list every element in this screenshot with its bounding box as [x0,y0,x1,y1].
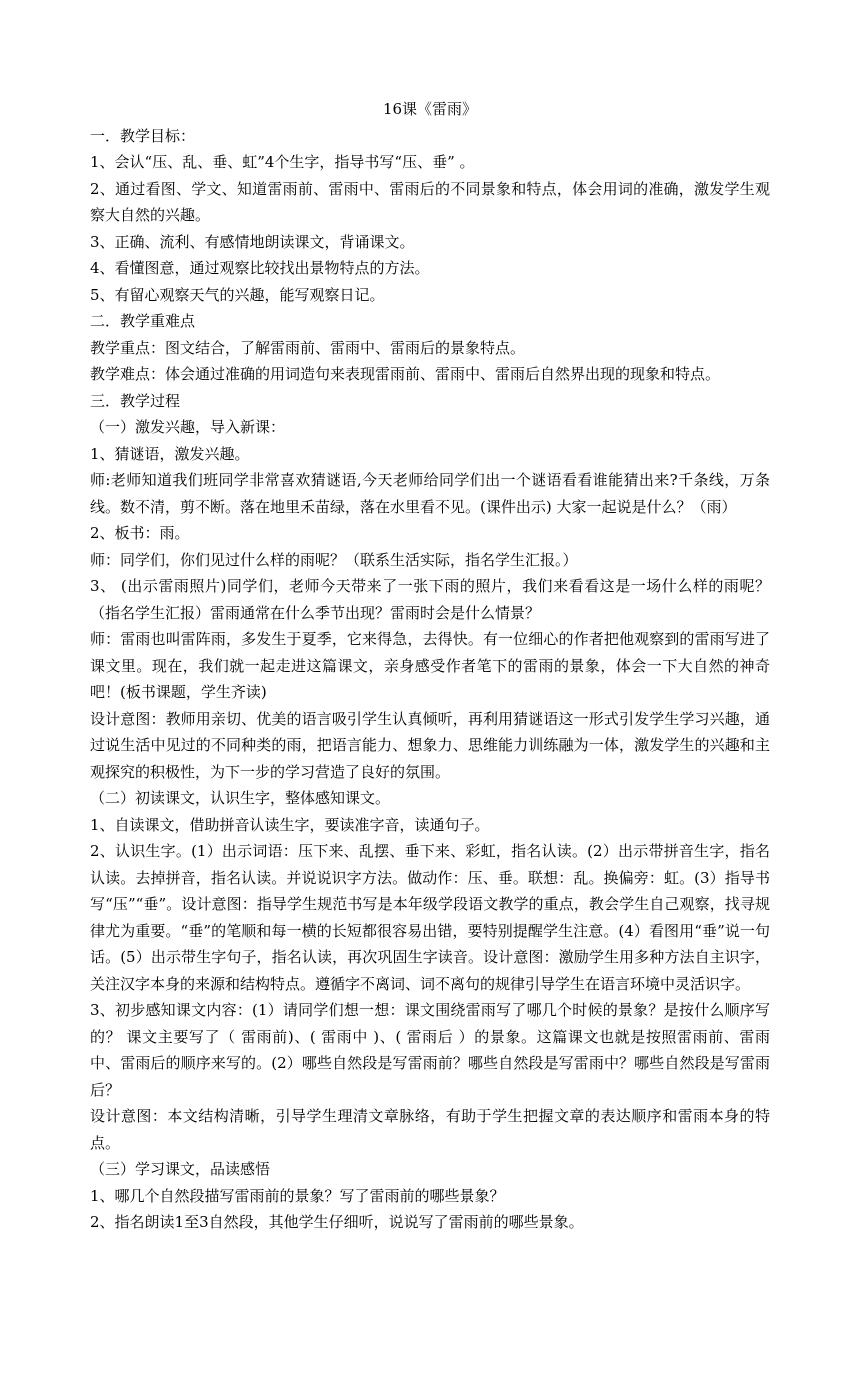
paragraph: 二．教学重难点 [90,312,196,330]
paragraph: 2、板书：雨。 [90,524,190,542]
paragraph: 一．教学目标： [90,126,196,145]
paragraph: 2、指名朗读1至3自然段，其他学生仔细听，说说写了雷雨前的哪些景象。 [90,1213,584,1231]
paragraph: 3、 (出示雷雨照片)同学们，老师今天带来了一张下雨的照片，我们来看看这是一场什么样的雨呢？（指名学生汇报）雷雨通常在什么季节出现？雷雨时会是什么情景？ [90,577,770,622]
paragraph: 2、认识生字。(1）出示词语：压下来、乱摆、垂下来、彩虹，指名认读。(2）出示带拼音生字，指名认读。去掉拼音，指名认读。并说说识字方法。做动作：压、垂。联想：乱。换偏旁：虹。(3）指导书写“压”“垂”。设计意图：指导学生规范书写是本年级学段语文教学的重点，教会学生自己观察，找寻规律尤为重要。“垂”的笔顺和每一横的长短都很容易出错，要特别提醒学生注意。(4）看图用“垂”说一句话。(5）出示带生字句子，指名认读，再次巩固生字读音。设计意图：激励学生用多种方法自主识字，关注汉字本身的来源和结构特点。遵循字不离词、词不离句的规律引导学生在语言环境中灵活识字。 [90,842,770,993]
page-title: 16课《雷雨》 [382,100,478,118]
paragraph: 5、有留心观察天气的兴趣，能写观察日记。 [90,285,385,304]
paragraph: 师:老师知道我们班同学非常喜欢猜谜语,今天老师给同学们出一个谜语看看谁能猜出来?千条线，万条线。数不清，剪不断。落在地里禾苗绿，落在水里看不见。(课件出示) 大家一起说是什么？（雨） [90,471,770,516]
paragraph: 教学难点：体会通过准确的用词造句来表现雷雨前、雷雨中、雷雨后自然界出现的现象和特点。 [90,365,721,383]
paragraph: 师：同学们，你们见过什么样的雨呢？（联系生活实际，指名学生汇报。） [90,550,578,569]
paragraph: 设计意图：本文结构清晰，引导学生理清文章脉络，有助于学生把握文章的表达顺序和雷雨本身的特点。 [90,1107,770,1152]
paragraph: 3、初步感知课文内容：(1）请同学们想一想：课文围绕雷雨写了哪几个时候的景象？是按什么顺序写的？ 课文主要写了（ 雷雨前)、( 雷雨中 )、( 雷雨后 ）的景象。这篇课文也就是按照雷雨前、雷雨中、雷雨后的顺序来写的。(2）哪些自然段是写雷雨前？哪些自然段是写雷雨中？哪些自然段是写雷雨后？ [90,1001,770,1099]
paragraph: 4、看懂图意，通过观察比较找出景物特点的方法。 [90,259,430,277]
paragraph: 1、猜谜语，激发兴趣。 [90,444,250,463]
paragraph: 三．教学过程 [90,391,181,410]
paragraph: （一）激发兴趣，导入新课： [90,418,286,436]
document-page [90,96,770,1236]
paragraph: 1、会认“压、乱、垂、虹”4个生字，指导书写“压、垂” 。 [90,153,475,171]
paragraph: 师：雷雨也叫雷阵雨，多发生于夏季，它来得急，去得快。有一位细心的作者把他观察到的雷雨写进了课文里。现在，我们就一起走进这篇课文，亲身感受作者笔下的雷雨的景象，体会一下大自然的神奇吧！(板书课题，学生齐读) [90,630,770,701]
paragraph: 教学重点：图文结合，了解雷雨前、雷雨中、雷雨后的景象特点。 [90,338,526,357]
paragraph: 1、哪几个自然段描写雷雨前的景象？写了雷雨前的哪些景象？ [90,1186,505,1205]
paragraph: 设计意图：教师用亲切、优美的语言吸引学生认真倾听，再利用猜谜语这一形式引发学生学习兴趣，通过说生活中见过的不同种类的雨，把语言能力、想象力、思维能力训练融为一体，激发学生的兴趣和主观探究的积极性，为下一步的学习营造了良好的氛围。 [90,709,770,781]
paragraph: （三）学习课文，品读感悟 [90,1160,271,1178]
paragraph: 3、正确、流利、有感情地朗读课文，背诵课文。 [90,232,415,251]
paragraph: （二）初读课文，认识生字，整体感知课文。 [90,789,391,807]
paragraph: 1、自读课文，借助拼音认读生字，要读准字音，读通句子。 [90,815,490,834]
paragraph: 2、通过看图、学文、知道雷雨前、雷雨中、雷雨后的不同景象和特点，体会用词的准确，激发学生观察大自然的兴趣。 [90,179,770,224]
document-body [90,123,770,1236]
